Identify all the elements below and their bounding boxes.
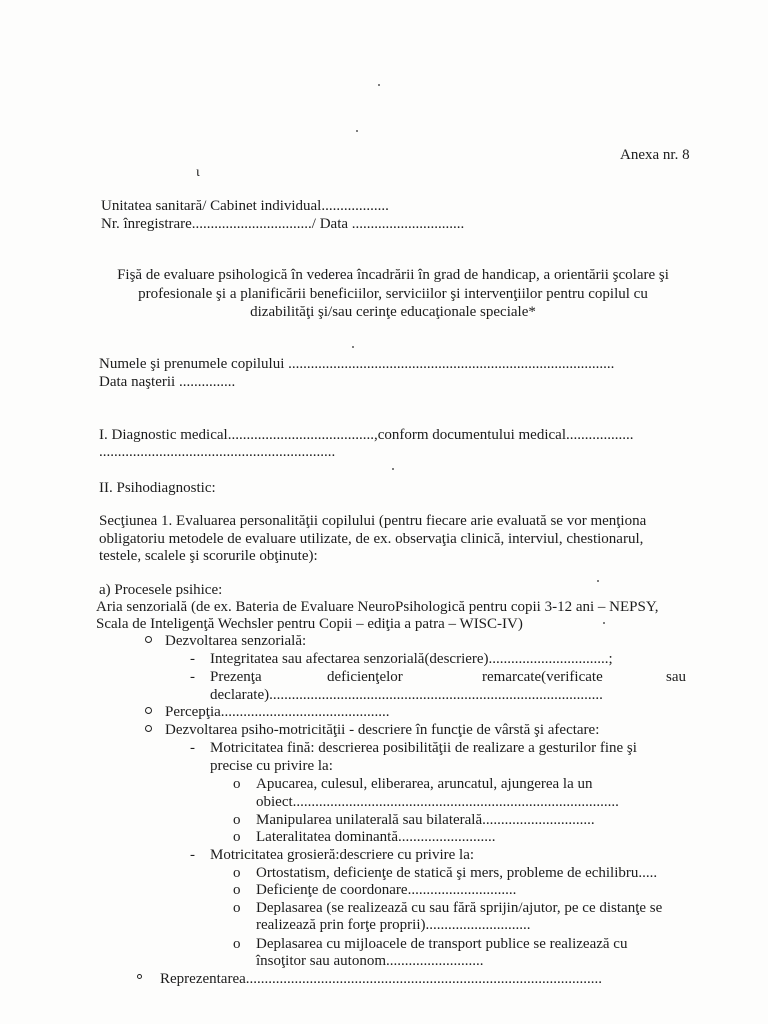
unit-field: Unitatea sanitară/ Cabinet individual.................. bbox=[101, 198, 389, 214]
birth-date-field: Data naşterii ............... bbox=[99, 374, 236, 390]
circle-marker: o bbox=[233, 829, 241, 845]
sensory-area-line-1: Aria senzorială (de ex. Bateria de Evaluare NeuroPsihologică pentru copii 3-12 ani – NEPSY, bbox=[96, 599, 659, 615]
scan-speck bbox=[356, 130, 358, 132]
scan-speck bbox=[378, 84, 380, 86]
sensory-development: Dezvoltarea senzorială: bbox=[165, 633, 307, 649]
section1-line-2: obligatoriu metodele de evaluare utilizate, de ex. observaţia clinică, interviul, chestionarul, bbox=[99, 531, 644, 547]
fine-motor-line-2: precise cu privire la: bbox=[210, 758, 333, 774]
bullet-icon bbox=[145, 636, 152, 643]
circle-marker: o bbox=[233, 776, 241, 792]
circle-marker: o bbox=[233, 865, 241, 881]
dash-marker: - bbox=[190, 669, 195, 685]
circle-marker: o bbox=[233, 936, 241, 952]
bullet-icon bbox=[145, 725, 152, 732]
transport-line-1: Deplasarea cu mijloacele de transport publice se realizează cu bbox=[256, 936, 628, 952]
dash-marker: - bbox=[190, 651, 195, 667]
declared-field: declarate)......................................................................................... bbox=[210, 687, 603, 703]
dash-marker: - bbox=[190, 740, 195, 756]
fine-motor-line-1: Motricitatea fină: descrierea posibilităţii de realizare a gesturilor fine şi bbox=[210, 740, 637, 756]
check-mark: ɩ bbox=[196, 165, 200, 180]
dash-marker: - bbox=[190, 847, 195, 863]
laterality-field: Lateralitatea dominantă.......................... bbox=[256, 829, 496, 845]
title-line-3: dizabilităţi şi/sau cerinţe educaţionale speciale* bbox=[250, 304, 536, 320]
title-line-2: profesionale şi a planificării beneficiilor, serviciilor şi intervenţiilor pentru copilul cu bbox=[138, 286, 648, 302]
presence-word-2: deficienţelor bbox=[327, 669, 403, 685]
section1-line-3: testele, scalele şi scorurile obţinute): bbox=[99, 548, 318, 564]
processes-heading: a) Procesele psihice: bbox=[99, 582, 223, 598]
integrity-field: Integritatea sau afectarea senzorială(descriere)................................; bbox=[210, 651, 613, 667]
diagnostic-line-2: ............................................................... bbox=[99, 444, 336, 460]
representation-field: Reprezentarea............................................................................................... bbox=[160, 971, 603, 987]
coordination-field: Deficienţe de coordonare............................. bbox=[256, 882, 517, 898]
scan-speck bbox=[597, 580, 599, 582]
grip-line-1: Apucarea, culesul, eliberarea, aruncatul, ajungerea la un bbox=[256, 776, 593, 792]
circle-marker: o bbox=[233, 812, 241, 828]
bullet-icon bbox=[137, 974, 142, 979]
scan-speck bbox=[352, 346, 354, 348]
diagnostic-line-1: I. Diagnostic medical.......................................,conform documentului medical.................. bbox=[99, 427, 634, 443]
sensory-area-line-2: Scala de Inteligenţă Wechsler pentru Copii – ediţia a patra – WISC-IV) bbox=[96, 616, 523, 632]
presence-word-1: Prezenţa bbox=[210, 669, 262, 685]
bullet-icon bbox=[145, 707, 152, 714]
section1-line-1: Secţiunea 1. Evaluarea personalităţii copilului (pentru fiecare arie evaluată se vor menţiona bbox=[99, 513, 647, 529]
title-line-1: Fişă de evaluare psihologică în vederea încadrării în grad de handicap, a orientării şcolare şi bbox=[117, 267, 669, 283]
perception-field: Percepţia............................................. bbox=[165, 704, 390, 720]
grip-line-2: obiect....................................................................................... bbox=[256, 794, 619, 810]
movement-line-2: realizează prin forţe proprii)............................ bbox=[256, 917, 531, 933]
orthostatism-field: Ortostatism, deficienţe de statică şi mers, probleme de echilibru..... bbox=[256, 865, 658, 881]
transport-line-2: însoţitor sau autonom.......................... bbox=[256, 953, 484, 969]
annex-label: Anexa nr. 8 bbox=[620, 147, 690, 163]
presence-word-4: sau bbox=[666, 669, 686, 685]
psychodiagnostic-heading: II. Psihodiagnostic: bbox=[99, 480, 216, 496]
scan-speck bbox=[392, 468, 394, 470]
circle-marker: o bbox=[233, 900, 241, 916]
psychomotor-heading: Dezvoltarea psiho-motricităţii - descriere în funcţie de vârstă şi afectare: bbox=[165, 722, 600, 738]
scan-speck bbox=[603, 622, 605, 624]
gross-motor-heading: Motricitatea grosieră:descriere cu privire la: bbox=[210, 847, 475, 863]
manipulation-field: Manipularea unilaterală sau bilaterală.............................. bbox=[256, 812, 595, 828]
presence-word-3: remarcate(verificate bbox=[482, 669, 603, 685]
registration-field: Nr. înregistrare................................/ Data .............................. bbox=[101, 216, 465, 232]
movement-line-1: Deplasarea (se realizează cu sau fără sprijin/ajutor, pe ce distanţe se bbox=[256, 900, 663, 916]
child-name-field: Numele şi prenumele copilului ....................................................................................... bbox=[99, 356, 615, 372]
circle-marker: o bbox=[233, 882, 241, 898]
